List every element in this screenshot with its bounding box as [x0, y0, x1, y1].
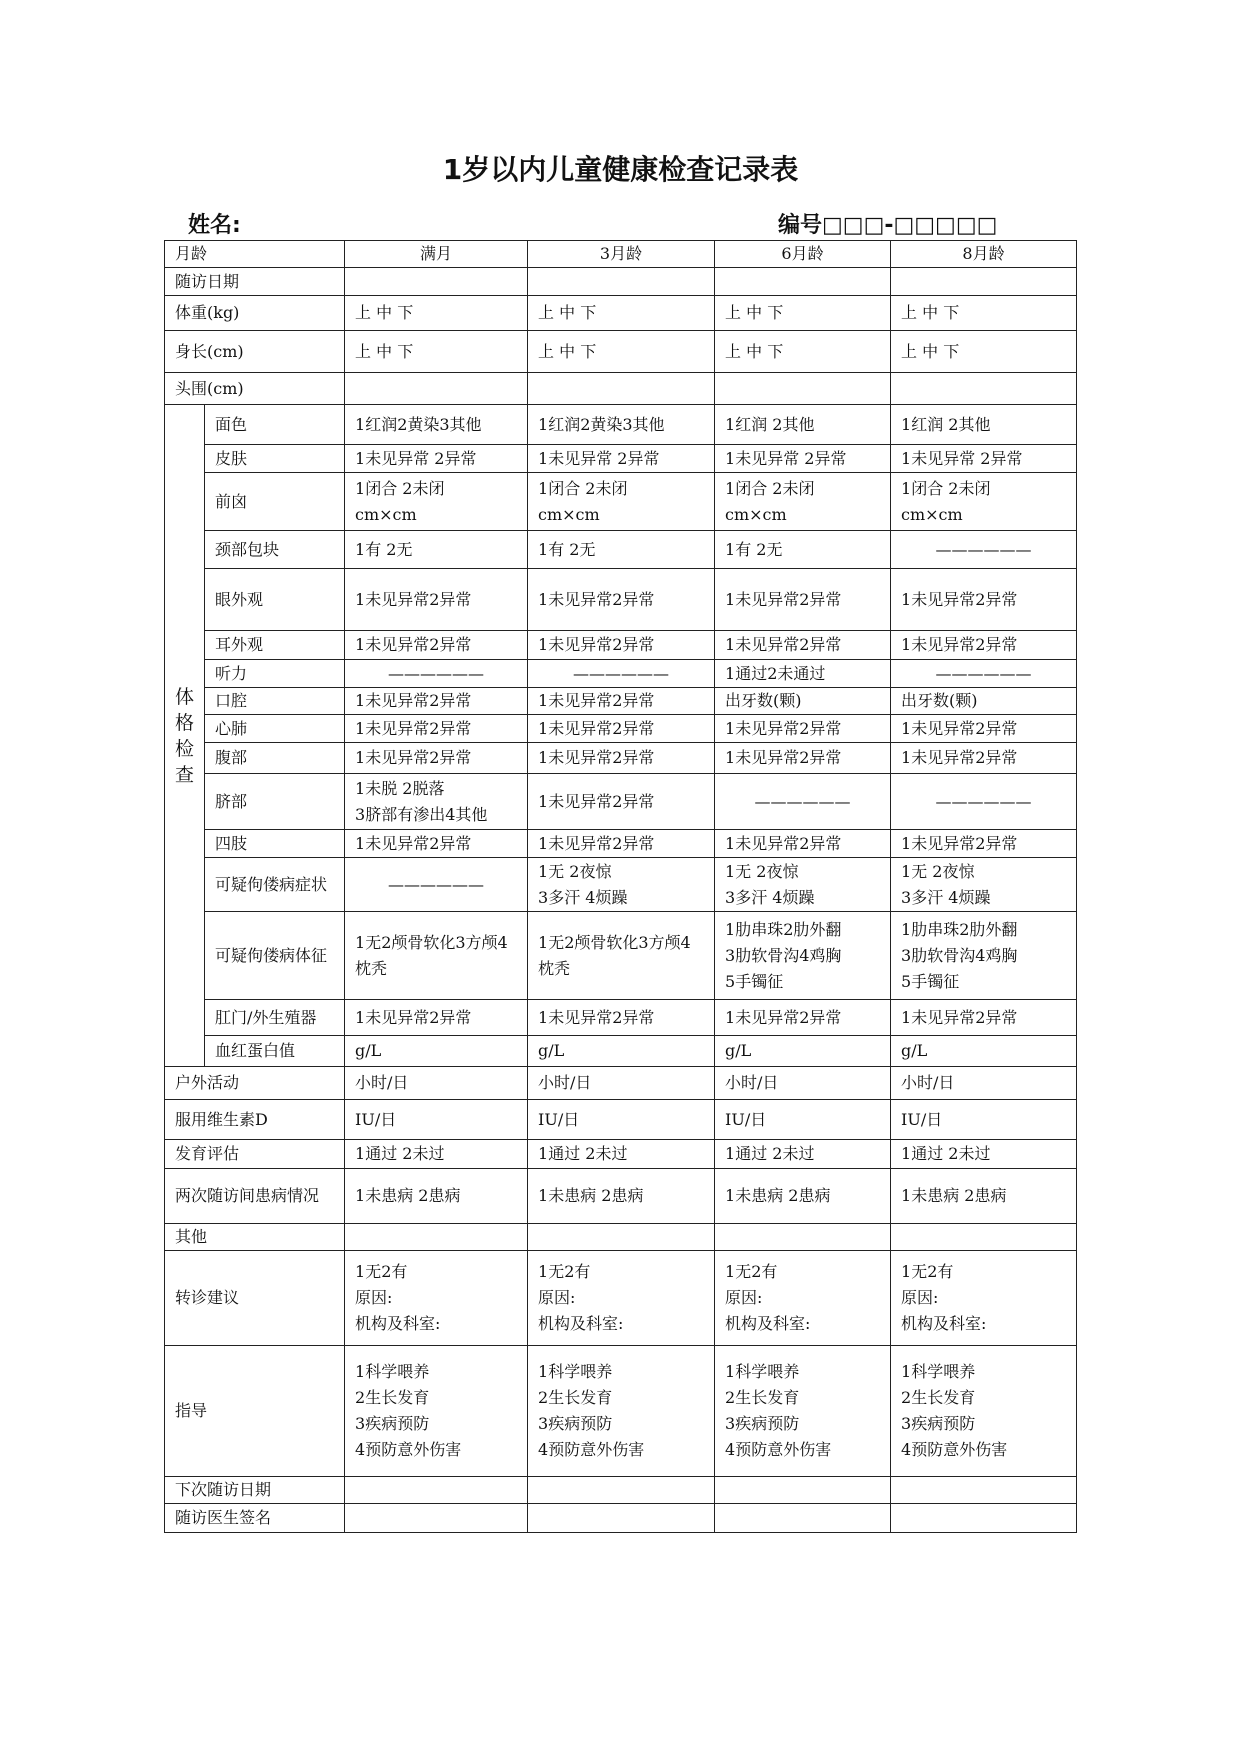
row-abdomen [165, 743, 1077, 774]
row-label: 颈部包块 [205, 531, 345, 569]
value-cell: 1未见异常2异常 [891, 631, 1077, 660]
value-cell: 上 中 下 [715, 296, 891, 331]
value-cell: —————— [891, 531, 1077, 569]
row-label: 前囟 [205, 473, 345, 531]
row-label: 户外活动 [165, 1067, 345, 1100]
row-label: 耳外观 [205, 631, 345, 660]
row-hemoglobin [165, 1036, 1077, 1067]
value-cell: 1无2有 原因: 机构及科室: [891, 1251, 1077, 1346]
value-cell: 1无 2夜惊 3多汗 4烦躁 [715, 858, 891, 912]
value-cell [715, 1224, 891, 1251]
value-cell: 1未见异常2异常 [528, 830, 715, 858]
value-cell: 1科学喂养 2生长发育 3疾病预防 4预防意外伤害 [528, 1346, 715, 1477]
value-cell [528, 373, 715, 405]
row-head [165, 373, 1077, 405]
value-cell: 1未见异常2异常 [715, 1000, 891, 1036]
value-cell: 1未见异常2异常 [345, 715, 528, 743]
row-heart-lung [165, 715, 1077, 743]
row-ears [165, 631, 1077, 660]
value-cell: 上 中 下 [528, 331, 715, 373]
value-cell [528, 268, 715, 296]
value-cell: IU/日 [891, 1100, 1077, 1140]
value-cell: 1通过 2未过 [345, 1140, 528, 1169]
row-rickets-sign [165, 912, 1077, 1000]
value-cell: 1未见异常2异常 [528, 688, 715, 715]
value-cell: 1未见异常2异常 [715, 743, 891, 774]
value-cell: 上 中 下 [891, 296, 1077, 331]
value-cell [345, 268, 528, 296]
value-cell: 1红润 2其他 [715, 405, 891, 445]
value-cell: 1未见异常2异常 [891, 830, 1077, 858]
value-cell: 1闭合 2未闭 cm×cm [345, 473, 528, 531]
value-cell: 1未见异常2异常 [715, 715, 891, 743]
row-other [165, 1224, 1077, 1251]
value-cell [345, 1224, 528, 1251]
value-cell: 1未见异常2异常 [345, 569, 528, 631]
value-cell [891, 1477, 1077, 1504]
row-limbs [165, 830, 1077, 858]
age-column-header: 满月 [345, 241, 528, 268]
value-cell: 小时/日 [715, 1067, 891, 1100]
row-eyes [165, 569, 1077, 631]
row-label: 身长(cm) [165, 331, 345, 373]
value-cell: —————— [715, 774, 891, 830]
row-navel [165, 774, 1077, 830]
value-cell: 1未脱 2脱落 3脐部有渗出4其他 [345, 774, 528, 830]
value-cell: 1未见异常2异常 [528, 774, 715, 830]
row-label: 听力 [205, 660, 345, 688]
value-cell: 1通过 2未过 [715, 1140, 891, 1169]
row-label: 头围(cm) [165, 373, 345, 405]
value-cell [891, 1224, 1077, 1251]
value-cell: 1红润2黄染3其他 [528, 405, 715, 445]
value-cell: 1红润 2其他 [891, 405, 1077, 445]
value-cell: 1科学喂养 2生长发育 3疾病预防 4预防意外伤害 [715, 1346, 891, 1477]
value-cell: 1无2有 原因: 机构及科室: [528, 1251, 715, 1346]
value-cell: 1未患病 2患病 [891, 1169, 1077, 1224]
value-cell: IU/日 [345, 1100, 528, 1140]
row-weight [165, 296, 1077, 331]
row-label: 心肺 [205, 715, 345, 743]
value-cell: 1无 2夜惊 3多汗 4烦躁 [891, 858, 1077, 912]
page-title: 1岁以内儿童健康检查记录表 [442, 153, 799, 186]
value-cell [345, 1477, 528, 1504]
row-label: 发育评估 [165, 1140, 345, 1169]
value-cell: 小时/日 [891, 1067, 1077, 1100]
row-illness [165, 1169, 1077, 1224]
value-cell: 1无2有 原因: 机构及科室: [345, 1251, 528, 1346]
value-cell: 上 中 下 [528, 296, 715, 331]
row-visit-date [165, 268, 1077, 296]
row-rickets-symptom [165, 858, 1077, 912]
value-cell: 1有 2无 [345, 531, 528, 569]
value-cell [345, 1504, 528, 1533]
row-label: 皮肤 [205, 445, 345, 473]
value-cell [715, 373, 891, 405]
row-genitals [165, 1000, 1077, 1036]
value-cell: 1无 2夜惊 3多汗 4烦躁 [528, 858, 715, 912]
value-cell [345, 373, 528, 405]
value-cell: 1红润2黄染3其他 [345, 405, 528, 445]
value-cell: 上 中 下 [891, 331, 1077, 373]
value-cell: 1未见异常 2异常 [715, 445, 891, 473]
value-cell: 1无2有 原因: 机构及科室: [715, 1251, 891, 1346]
value-cell: g/L [715, 1036, 891, 1067]
row-label: 随访医生签名 [165, 1504, 345, 1533]
value-cell: 1无2颅骨软化3方颅4枕秃 [345, 912, 528, 1000]
value-cell: 小时/日 [345, 1067, 528, 1100]
row-doctor-sign [165, 1504, 1077, 1533]
value-cell [891, 1504, 1077, 1533]
value-cell: 1未见异常2异常 [891, 715, 1077, 743]
value-cell: 1未见异常2异常 [715, 569, 891, 631]
value-cell: 1科学喂养 2生长发育 3疾病预防 4预防意外伤害 [345, 1346, 528, 1477]
value-cell [528, 1477, 715, 1504]
row-face [165, 405, 1077, 445]
row-label: 可疑佝偻病体征 [205, 912, 345, 1000]
row-label: 面色 [205, 405, 345, 445]
value-cell: 1未见异常2异常 [345, 830, 528, 858]
value-cell: 1未患病 2患病 [528, 1169, 715, 1224]
value-cell: 1闭合 2未闭 cm×cm [891, 473, 1077, 531]
value-cell: 小时/日 [528, 1067, 715, 1100]
code-label: 编号□□□-□□□□□ [778, 213, 998, 238]
record-table [164, 240, 1077, 1533]
row-vitamin-d [165, 1100, 1077, 1140]
row-label: 四肢 [205, 830, 345, 858]
value-cell: g/L [345, 1036, 528, 1067]
value-cell: 1未见异常2异常 [891, 569, 1077, 631]
value-cell: 1未见异常2异常 [345, 688, 528, 715]
row-neck [165, 531, 1077, 569]
header-row [165, 241, 1077, 268]
row-label: 下次随访日期 [165, 1477, 345, 1504]
value-cell: 1未见异常2异常 [345, 1000, 528, 1036]
value-cell: 1闭合 2未闭 cm×cm [528, 473, 715, 531]
value-cell: 1肋串珠2肋外翻 3肋软骨沟4鸡胸 5手镯征 [891, 912, 1077, 1000]
physical-exam-group-text: 体格检查 [175, 685, 195, 786]
value-cell: 1有 2无 [715, 531, 891, 569]
row-label: 随访日期 [165, 268, 345, 296]
value-cell: 1未见异常2异常 [715, 830, 891, 858]
value-cell: g/L [891, 1036, 1077, 1067]
row-label: 肛门/外生殖器 [205, 1000, 345, 1036]
row-next-visit [165, 1477, 1077, 1504]
row-label: 指导 [165, 1346, 345, 1477]
row-mouth [165, 688, 1077, 715]
value-cell: —————— [345, 858, 528, 912]
value-cell: 1通过2未通过 [715, 660, 891, 688]
value-cell: 上 中 下 [345, 331, 528, 373]
value-cell: 1有 2无 [528, 531, 715, 569]
value-cell: g/L [528, 1036, 715, 1067]
value-cell [715, 1504, 891, 1533]
value-cell [715, 1477, 891, 1504]
value-cell: —————— [891, 660, 1077, 688]
row-label: 体重(kg) [165, 296, 345, 331]
value-cell: 1未见异常2异常 [345, 743, 528, 774]
age-column-header: 8月龄 [891, 241, 1077, 268]
row-height [165, 331, 1077, 373]
row-fontanel [165, 473, 1077, 531]
value-cell: 1肋串珠2肋外翻 3肋软骨沟4鸡胸 5手镯征 [715, 912, 891, 1000]
value-cell [528, 1504, 715, 1533]
value-cell: 1未患病 2患病 [715, 1169, 891, 1224]
value-cell [528, 1224, 715, 1251]
value-cell: —————— [528, 660, 715, 688]
value-cell: IU/日 [715, 1100, 891, 1140]
row-label: 血红蛋白值 [205, 1036, 345, 1067]
value-cell: 1科学喂养 2生长发育 3疾病预防 4预防意外伤害 [891, 1346, 1077, 1477]
value-cell: 上 中 下 [345, 296, 528, 331]
value-cell: —————— [345, 660, 528, 688]
value-cell: 1未见异常2异常 [891, 743, 1077, 774]
row-referral [165, 1251, 1077, 1346]
row-label: 其他 [165, 1224, 345, 1251]
age-header: 月龄 [165, 241, 345, 268]
value-cell: 1未见异常2异常 [528, 1000, 715, 1036]
value-cell: 1未患病 2患病 [345, 1169, 528, 1224]
value-cell: 1未见异常2异常 [528, 569, 715, 631]
row-label: 口腔 [205, 688, 345, 715]
row-label: 腹部 [205, 743, 345, 774]
value-cell: 出牙数(颗) [891, 688, 1077, 715]
value-cell: 1通过 2未过 [891, 1140, 1077, 1169]
row-outdoor [165, 1067, 1077, 1100]
row-label: 服用维生素D [165, 1100, 345, 1140]
value-cell [891, 268, 1077, 296]
age-column-header: 6月龄 [715, 241, 891, 268]
row-label: 脐部 [205, 774, 345, 830]
name-label: 姓名: [188, 213, 241, 238]
row-label: 转诊建议 [165, 1251, 345, 1346]
value-cell: 1未见异常2异常 [891, 1000, 1077, 1036]
row-skin [165, 445, 1077, 473]
age-column-header: 3月龄 [528, 241, 715, 268]
row-hearing [165, 660, 1077, 688]
row-development [165, 1140, 1077, 1169]
row-guidance [165, 1346, 1077, 1477]
value-cell: 1闭合 2未闭 cm×cm [715, 473, 891, 531]
value-cell: 1未见异常2异常 [715, 631, 891, 660]
value-cell: 1未见异常 2异常 [528, 445, 715, 473]
value-cell: IU/日 [528, 1100, 715, 1140]
value-cell: 1未见异常2异常 [528, 743, 715, 774]
row-label: 眼外观 [205, 569, 345, 631]
row-label: 可疑佝偻病症状 [205, 858, 345, 912]
value-cell: 1无2颅骨软化3方颅4枕秃 [528, 912, 715, 1000]
value-cell [715, 268, 891, 296]
row-label: 两次随访间患病情况 [165, 1169, 345, 1224]
value-cell: 1未见异常 2异常 [345, 445, 528, 473]
value-cell: 1未见异常2异常 [528, 631, 715, 660]
value-cell: 出牙数(颗) [715, 688, 891, 715]
value-cell: 上 中 下 [715, 331, 891, 373]
value-cell: 1通过 2未过 [528, 1140, 715, 1169]
value-cell: —————— [891, 774, 1077, 830]
value-cell [891, 373, 1077, 405]
physical-exam-group-label [165, 405, 205, 1067]
value-cell: 1未见异常2异常 [345, 631, 528, 660]
value-cell: 1未见异常2异常 [528, 715, 715, 743]
value-cell: 1未见异常 2异常 [891, 445, 1077, 473]
